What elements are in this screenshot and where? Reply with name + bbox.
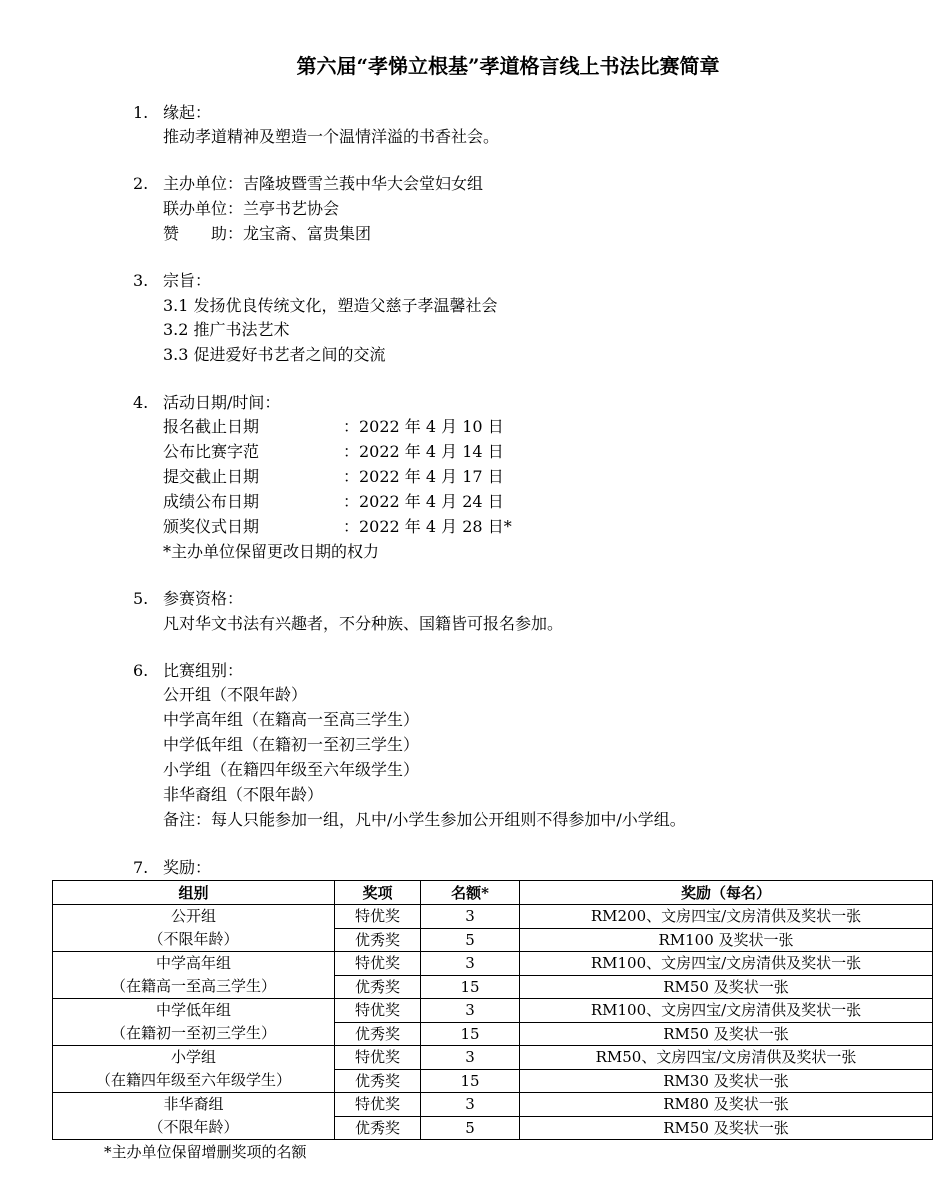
group-sub: （不限年龄）	[148, 1118, 239, 1136]
award-cell: 特优奖	[335, 905, 421, 929]
date-label: 报名截止日期	[163, 417, 260, 436]
section-number: 2.	[133, 174, 149, 193]
reward-cell: RM50 及奖状一张	[520, 1022, 933, 1046]
count-cell: 15	[421, 1022, 520, 1046]
award-cell: 优秀奖	[335, 1116, 421, 1140]
section-heading: 活动日期/时间：	[163, 393, 281, 412]
reward-cell: RM50、文房四宝/文房清供及奖状一张	[520, 1046, 933, 1070]
date-value: ：2022 年 4 月 14 日	[343, 442, 504, 461]
award-cell: 特优奖	[335, 999, 421, 1023]
reward-cell: RM50 及奖状一张	[520, 975, 933, 999]
group-cell	[53, 999, 335, 1046]
category-item: 中学低年组（在籍初一至初三学生）	[163, 735, 420, 754]
award-cell: 特优奖	[335, 1046, 421, 1070]
count-cell: 3	[421, 999, 520, 1023]
group-cell	[53, 1093, 335, 1140]
group-name: 非华裔组	[163, 1095, 224, 1113]
table-row	[53, 1093, 933, 1117]
header-count: 名额*	[421, 881, 520, 905]
group-name: 公开组	[170, 907, 216, 925]
section-heading: 宗旨：	[163, 271, 212, 290]
header-reward: 奖励（每名）	[520, 881, 933, 905]
count-cell: 15	[421, 1069, 520, 1093]
co-organizer-line: 联办单位：兰亭书艺协会	[163, 199, 340, 218]
purpose-item: 3.1 发扬优良传统文化，塑造父慈子孝温馨社会	[163, 296, 498, 315]
date-value: ：2022 年 4 月 24 日	[343, 492, 504, 511]
organizer-line: 主办单位：吉隆坡暨雪兰莪中华大会堂妇女组	[163, 174, 484, 193]
date-label: 颁奖仪式日期	[163, 517, 260, 536]
award-cell: 优秀奖	[335, 1022, 421, 1046]
reward-cell: RM50 及奖状一张	[520, 1116, 933, 1140]
section-number: 4.	[133, 393, 149, 412]
category-item: 小学组（在籍四年级至六年级学生）	[163, 760, 420, 779]
table-footnote: *主办单位保留增删奖项的名额	[104, 1143, 307, 1161]
purpose-item: 3.2 推广书法艺术	[163, 320, 290, 339]
prize-table	[52, 880, 933, 1140]
section-number: 7.	[133, 858, 149, 877]
award-cell: 特优奖	[335, 952, 421, 976]
table-row	[53, 905, 933, 929]
section-number: 6.	[133, 661, 149, 680]
reward-cell: RM100 及奖状一张	[520, 928, 933, 952]
group-sub: （不限年龄）	[148, 930, 239, 948]
date-label: 公布比赛字范	[163, 442, 260, 461]
count-cell: 5	[421, 1116, 520, 1140]
header-group: 组别	[53, 881, 335, 905]
reward-cell: RM30 及奖状一张	[520, 1069, 933, 1093]
section-number: 5.	[133, 589, 149, 608]
date-value: ：2022 年 4 月 28 日*	[343, 517, 512, 536]
count-cell: 3	[421, 952, 520, 976]
group-sub: （在籍四年级至六年级学生）	[95, 1071, 291, 1089]
category-item: 非华裔组（不限年龄）	[163, 785, 324, 804]
section-heading: 缘起：	[163, 103, 212, 122]
purpose-item: 3.3 促进爱好书艺者之间的交流	[163, 345, 386, 364]
category-remark: 备注：每人只能参加一组，凡中/小学生参加公开组则不得参加中/小学组。	[163, 810, 686, 829]
date-value: ：2022 年 4 月 17 日	[343, 467, 504, 486]
reward-cell: RM80 及奖状一张	[520, 1093, 933, 1117]
date-label: 成绩公布日期	[163, 492, 260, 511]
document-title: 第六届“孝悌立根基”孝道格言线上书法比赛简章	[296, 54, 720, 78]
group-name: 中学低年组	[155, 1001, 231, 1019]
group-name: 中学高年组	[155, 954, 231, 972]
date-note: *主办单位保留更改日期的权力	[163, 542, 380, 561]
reward-cell: RM200、文房四宝/文房清供及奖状一张	[520, 905, 933, 929]
table-row	[53, 952, 933, 976]
section-text: 推动孝道精神及塑造一个温情洋溢的书香社会。	[163, 127, 500, 146]
category-item: 中学高年组（在籍高一至高三学生）	[163, 710, 420, 729]
reward-cell: RM100、文房四宝/文房清供及奖状一张	[520, 999, 933, 1023]
section-heading: 比赛组别：	[163, 661, 244, 680]
count-cell: 15	[421, 975, 520, 999]
award-cell: 特优奖	[335, 1093, 421, 1117]
group-cell	[53, 1046, 335, 1093]
group-sub: （在籍初一至初三学生）	[110, 1024, 276, 1042]
header-award: 奖项	[335, 881, 421, 905]
section-number: 1.	[133, 103, 149, 122]
group-sub: （在籍高一至高三学生）	[110, 977, 276, 995]
count-cell: 5	[421, 928, 520, 952]
table-header-row	[53, 881, 933, 905]
count-cell: 3	[421, 1093, 520, 1117]
category-item: 公开组（不限年龄）	[163, 685, 308, 704]
award-cell: 优秀奖	[335, 975, 421, 999]
group-cell	[53, 952, 335, 999]
sponsor-line: 赞 助：龙宝斋、富贵集团	[163, 224, 372, 243]
table-row	[53, 1046, 933, 1070]
group-name: 小学组	[170, 1048, 216, 1066]
section-heading: 参赛资格：	[163, 589, 244, 608]
award-cell: 优秀奖	[335, 928, 421, 952]
table-row	[53, 999, 933, 1023]
date-label: 提交截止日期	[163, 467, 260, 486]
section-heading: 奖励：	[163, 858, 212, 877]
section-text: 凡对华文书法有兴趣者，不分种族、国籍皆可报名参加。	[163, 614, 564, 633]
date-value: ：2022 年 4 月 10 日	[343, 417, 504, 436]
section-number: 3.	[133, 271, 149, 290]
count-cell: 3	[421, 1046, 520, 1070]
award-cell: 优秀奖	[335, 1069, 421, 1093]
reward-cell: RM100、文房四宝/文房清供及奖状一张	[520, 952, 933, 976]
count-cell: 3	[421, 905, 520, 929]
group-cell	[53, 905, 335, 952]
